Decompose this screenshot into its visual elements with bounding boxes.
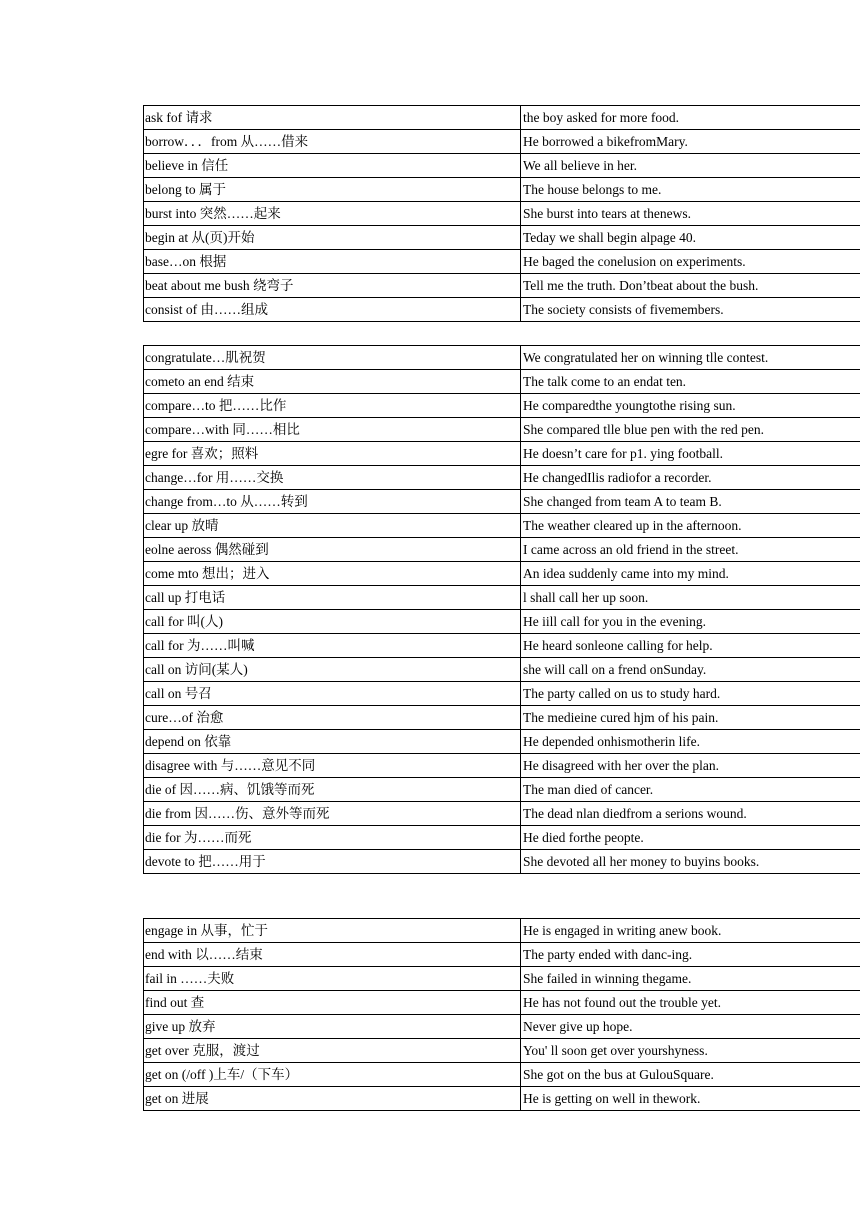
example-cell: He comparedthe youngtothe rising sun.: [523, 398, 736, 413]
example-cell: l shall call her up soon.: [523, 590, 649, 605]
table-row: [144, 1087, 860, 1111]
phrase-cell: congratulate…肌祝贺: [144, 346, 521, 369]
phrase-cell: change from…to 从……转到: [144, 490, 521, 513]
phrase-cell: call for 叫(人): [144, 610, 521, 633]
example-cell: We all believe in her.: [523, 158, 637, 173]
example-cell: He heard sonleone calling for help.: [523, 638, 713, 653]
phrase-cell: die of 因……病、饥饿等而死: [144, 778, 521, 801]
table-row: [144, 106, 860, 130]
table-row: [144, 919, 860, 943]
phrase-cell: borrow．．．from 从……借来: [144, 130, 521, 153]
phrase-cell: find out 查: [144, 991, 521, 1014]
table-row: [144, 586, 860, 610]
table-row: [144, 850, 860, 874]
phrase-cell: fail in ……夫败: [144, 967, 521, 990]
phrase-cell: get over 克服，渡过: [144, 1039, 521, 1062]
phrase-cell: burst into 突然……起来: [144, 202, 521, 225]
table-row: [144, 274, 860, 298]
table-row: [144, 826, 860, 850]
example-cell: she will call on a frend onSunday.: [523, 662, 707, 677]
table-row: [144, 778, 860, 802]
table-row: [144, 154, 860, 178]
phrase-cell: ask fof 请求: [144, 106, 521, 129]
phrase-cell: cure…of 治愈: [144, 706, 521, 729]
phrase-cell: end with 以……结束: [144, 943, 521, 966]
phrase-table-2: [143, 345, 860, 874]
table-row: [144, 538, 860, 562]
table-row: [144, 1015, 860, 1039]
phrase-table-3: [143, 918, 860, 1111]
example-cell: The medieine cured hjm of his pain.: [523, 710, 719, 725]
phrase-cell: call up 打电话: [144, 586, 521, 609]
table-row: [144, 130, 860, 154]
phrase-cell: believe in 信任: [144, 154, 521, 177]
example-cell: He disagreed with her over the plan.: [523, 758, 720, 773]
example-cell: The party called on us to study hard.: [523, 686, 721, 701]
example-cell: She changed from team A to team B.: [523, 494, 722, 509]
phrase-cell: disagree with 与……意见不同: [144, 754, 521, 777]
table-row: [144, 250, 860, 274]
table-row: [144, 610, 860, 634]
phrase-cell: engage in 从事，忙于: [144, 919, 521, 942]
phrase-cell: call on 访问(某人): [144, 658, 521, 681]
example-cell: She devoted all her money to buyins books.: [523, 854, 760, 869]
example-cell: The society consists of fivemembers.: [523, 302, 724, 317]
phrase-cell: cometo an end 结束: [144, 370, 521, 393]
table-row: [144, 706, 860, 730]
table-row: [144, 202, 860, 226]
table-row: [144, 754, 860, 778]
table-row: [144, 226, 860, 250]
table-row: [144, 991, 860, 1015]
example-cell: He is getting on well in thework.: [523, 1091, 701, 1106]
phrase-table-1: [143, 105, 860, 322]
example-cell: He is engaged in writing anew book.: [523, 923, 722, 938]
example-cell: The talk come to an endat ten.: [523, 374, 687, 389]
table-row: [144, 658, 860, 682]
phrase-cell: clear up 放晴: [144, 514, 521, 537]
phrase-cell: call for 为……叫喊: [144, 634, 521, 657]
phrase-cell: get on (/off )上车/（下车）: [144, 1063, 521, 1086]
example-cell: The dead nlan diedfrom a serions wound.: [523, 806, 747, 821]
example-cell: He depended onhismotherin life.: [523, 734, 700, 749]
example-cell: the boy asked for more food.: [523, 110, 679, 125]
table-row: [144, 394, 860, 418]
example-cell: Never give up hope.: [523, 1019, 633, 1034]
table-row: [144, 346, 860, 370]
example-cell: Teday we shall begin alpage 40.: [523, 230, 696, 245]
phrase-cell: base…on 根据: [144, 250, 521, 273]
example-cell: She burst into tears at thenews.: [523, 206, 691, 221]
phrase-cell: eolne aeross 偶然碰到: [144, 538, 521, 561]
table-row: [144, 967, 860, 991]
example-cell: He doesn’t care for p1. ying football.: [523, 446, 723, 461]
example-cell: He iill call for you in the evening.: [523, 614, 706, 629]
example-cell: Tell me the truth. Don’tbeat about the bush.: [523, 278, 759, 293]
table-row: [144, 802, 860, 826]
phrase-cell: call on 号召: [144, 682, 521, 705]
table-row: [144, 514, 860, 538]
example-cell: She failed in winning thegame.: [523, 971, 692, 986]
table-row: [144, 562, 860, 586]
phrase-cell: die from 因……伤、意外等而死: [144, 802, 521, 825]
table-row: [144, 682, 860, 706]
example-cell: He borrowed a bikefromMary.: [523, 134, 688, 149]
example-cell: We congratulated her on winning tlle contest.: [523, 350, 769, 365]
table-row: [144, 490, 860, 514]
example-cell: He baged the conelusion on experiments.: [523, 254, 746, 269]
example-cell: The weather cleared up in the afternoon.: [523, 518, 742, 533]
phrase-cell: egre for 喜欢；照料: [144, 442, 521, 465]
phrase-cell: compare…to 把……比作: [144, 394, 521, 417]
table-row: [144, 466, 860, 490]
table-row: [144, 178, 860, 202]
example-cell: The party ended with danc-ing.: [523, 947, 693, 962]
phrase-cell: get on 进展: [144, 1087, 521, 1110]
table-row: [144, 442, 860, 466]
phrase-cell: depend on 依靠: [144, 730, 521, 753]
table-row: [144, 1063, 860, 1087]
phrase-cell: begin at 从(页)开始: [144, 226, 521, 249]
example-cell: He died forthe peopte.: [523, 830, 644, 845]
phrase-cell: give up 放弃: [144, 1015, 521, 1038]
phrase-cell: beat about me bush 绕弯子: [144, 274, 521, 297]
example-cell: She got on the bus at GulouSquare.: [523, 1067, 714, 1082]
example-cell: You' ll soon get over yourshyness.: [523, 1043, 708, 1058]
table-row: [144, 730, 860, 754]
table-row: [144, 943, 860, 967]
phrase-cell: come mto 想出；进入: [144, 562, 521, 585]
phrase-cell: belong to 属于: [144, 178, 521, 201]
table-row: [144, 1039, 860, 1063]
phrase-cell: die for 为……而死: [144, 826, 521, 849]
example-cell: I came across an old friend in the street.: [523, 542, 739, 557]
phrase-cell: compare…with 同……相比: [144, 418, 521, 441]
example-cell: He changedIlis radiofor a recorder.: [523, 470, 712, 485]
table-row: [144, 298, 860, 322]
phrase-cell: devote to 把……用于: [144, 850, 521, 873]
phrase-cell: change…for 用……交换: [144, 466, 521, 489]
example-cell: She compared tlle blue pen with the red pen.: [523, 422, 765, 437]
example-cell: He has not found out the trouble yet.: [523, 995, 721, 1010]
example-cell: The man died of cancer.: [523, 782, 654, 797]
table-row: [144, 370, 860, 394]
example-cell: An idea suddenly came into my mind.: [523, 566, 729, 581]
example-cell: The house belongs to me.: [523, 182, 662, 197]
phrase-cell: consist of 由……组成: [144, 298, 521, 321]
table-row: [144, 418, 860, 442]
table-row: [144, 634, 860, 658]
